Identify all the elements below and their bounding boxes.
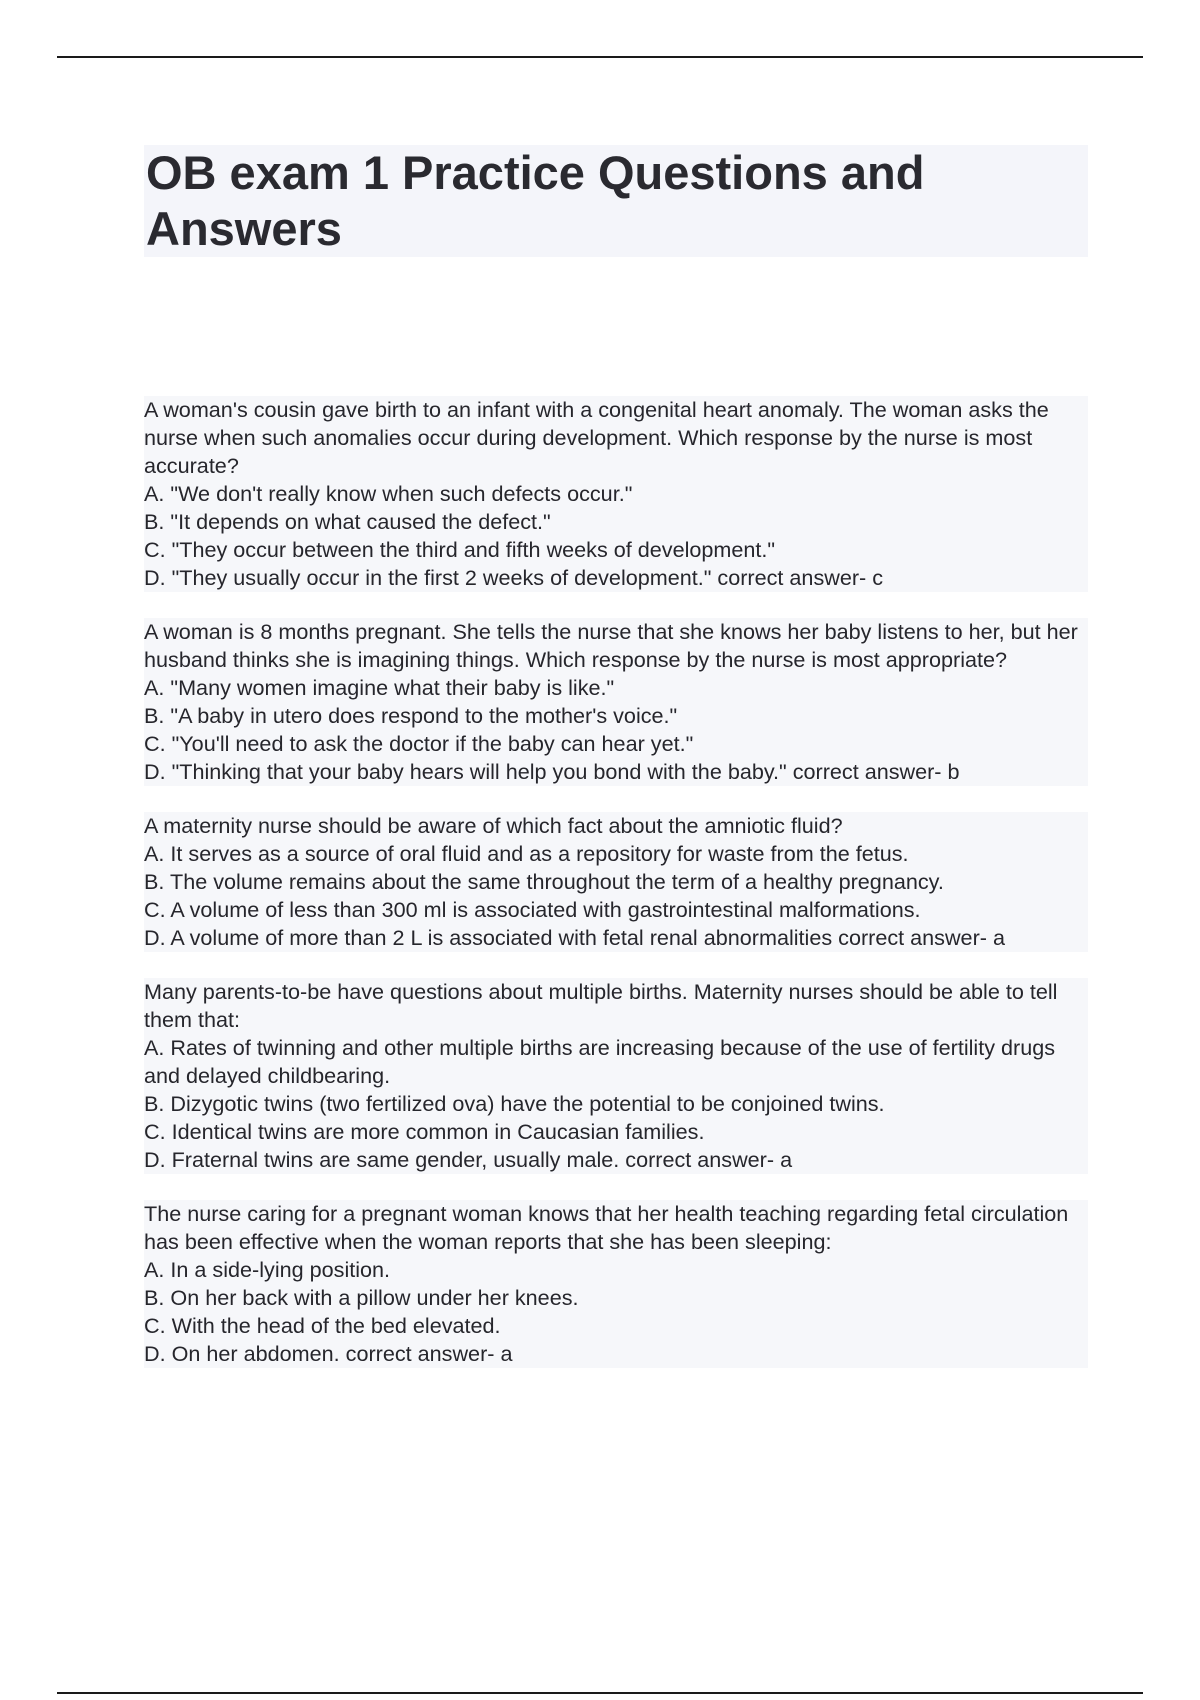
- option-d: D. Fraternal twins are same gender, usually male. correct answer- a: [144, 1147, 793, 1172]
- questions-list: [144, 396, 1088, 1394]
- top-rule: [57, 56, 1143, 58]
- question-stem: Many parents-to-be have questions about multiple births. Maternity nurses should be able to tell them that:: [144, 979, 1058, 1032]
- option-b: B. On her back with a pillow under her knees.: [144, 1285, 579, 1310]
- option-c: C. Identical twins are more common in Caucasian families.: [144, 1119, 705, 1144]
- option-a: A. "We don't really know when such defects occur.": [144, 481, 633, 506]
- option-d: D. "Thinking that your baby hears will help you bond with the baby." correct answer- b: [144, 759, 960, 784]
- question-stem: The nurse caring for a pregnant woman knows that her health teaching regarding fetal circulation has been effective when the woman reports that she has been sleeping:: [144, 1201, 1069, 1254]
- option-c: C. "You'll need to ask the doctor if the baby can hear yet.": [144, 731, 694, 756]
- option-d: D. "They usually occur in the first 2 weeks of development." correct answer- c: [144, 565, 884, 590]
- bottom-rule: [57, 1692, 1143, 1694]
- option-b: B. Dizygotic twins (two fertilized ova) have the potential to be conjoined twins.: [144, 1091, 885, 1116]
- question-3: [144, 812, 1088, 952]
- question-2: [144, 618, 1088, 786]
- option-c: C. "They occur between the third and fifth weeks of development.": [144, 537, 776, 562]
- option-c: C. A volume of less than 300 ml is associated with gastrointestinal malformations.: [144, 897, 921, 922]
- option-b: B. The volume remains about the same throughout the term of a healthy pregnancy.: [144, 869, 944, 894]
- question-5: [144, 1200, 1088, 1368]
- option-c: C. With the head of the bed elevated.: [144, 1313, 501, 1338]
- option-b: B. "A baby in utero does respond to the mother's voice.": [144, 703, 678, 728]
- question-stem: A woman's cousin gave birth to an infant with a congenital heart anomaly. The woman asks the nurse when such anomalies occur during development. Which response by the nurse is most accurate?: [144, 397, 1049, 478]
- option-a: A. It serves as a source of oral fluid and as a repository for waste from the fetus.: [144, 841, 909, 866]
- option-a: A. In a side-lying position.: [144, 1257, 391, 1282]
- option-a: A. "Many women imagine what their baby is like.": [144, 675, 615, 700]
- document-title: OB exam 1 Practice Questions and Answers: [146, 146, 925, 255]
- option-b: B. "It depends on what caused the defect.": [144, 509, 551, 534]
- question-stem: A maternity nurse should be aware of which fact about the amniotic fluid?: [144, 813, 843, 838]
- question-stem: A woman is 8 months pregnant. She tells the nurse that she knows her baby listens to her, but her husband thinks she is imagining things. Which response by the nurse is most appropriate?: [144, 619, 1078, 672]
- question-1: [144, 396, 1088, 592]
- title-block: [144, 145, 1088, 257]
- question-4: [144, 978, 1088, 1174]
- option-d: D. On her abdomen. correct answer- a: [144, 1341, 513, 1366]
- option-d: D. A volume of more than 2 L is associated with fetal renal abnormalities correct answer- a: [144, 925, 1005, 950]
- option-a: A. Rates of twinning and other multiple births are increasing because of the use of fertility drugs and delayed childbearing.: [144, 1035, 1056, 1088]
